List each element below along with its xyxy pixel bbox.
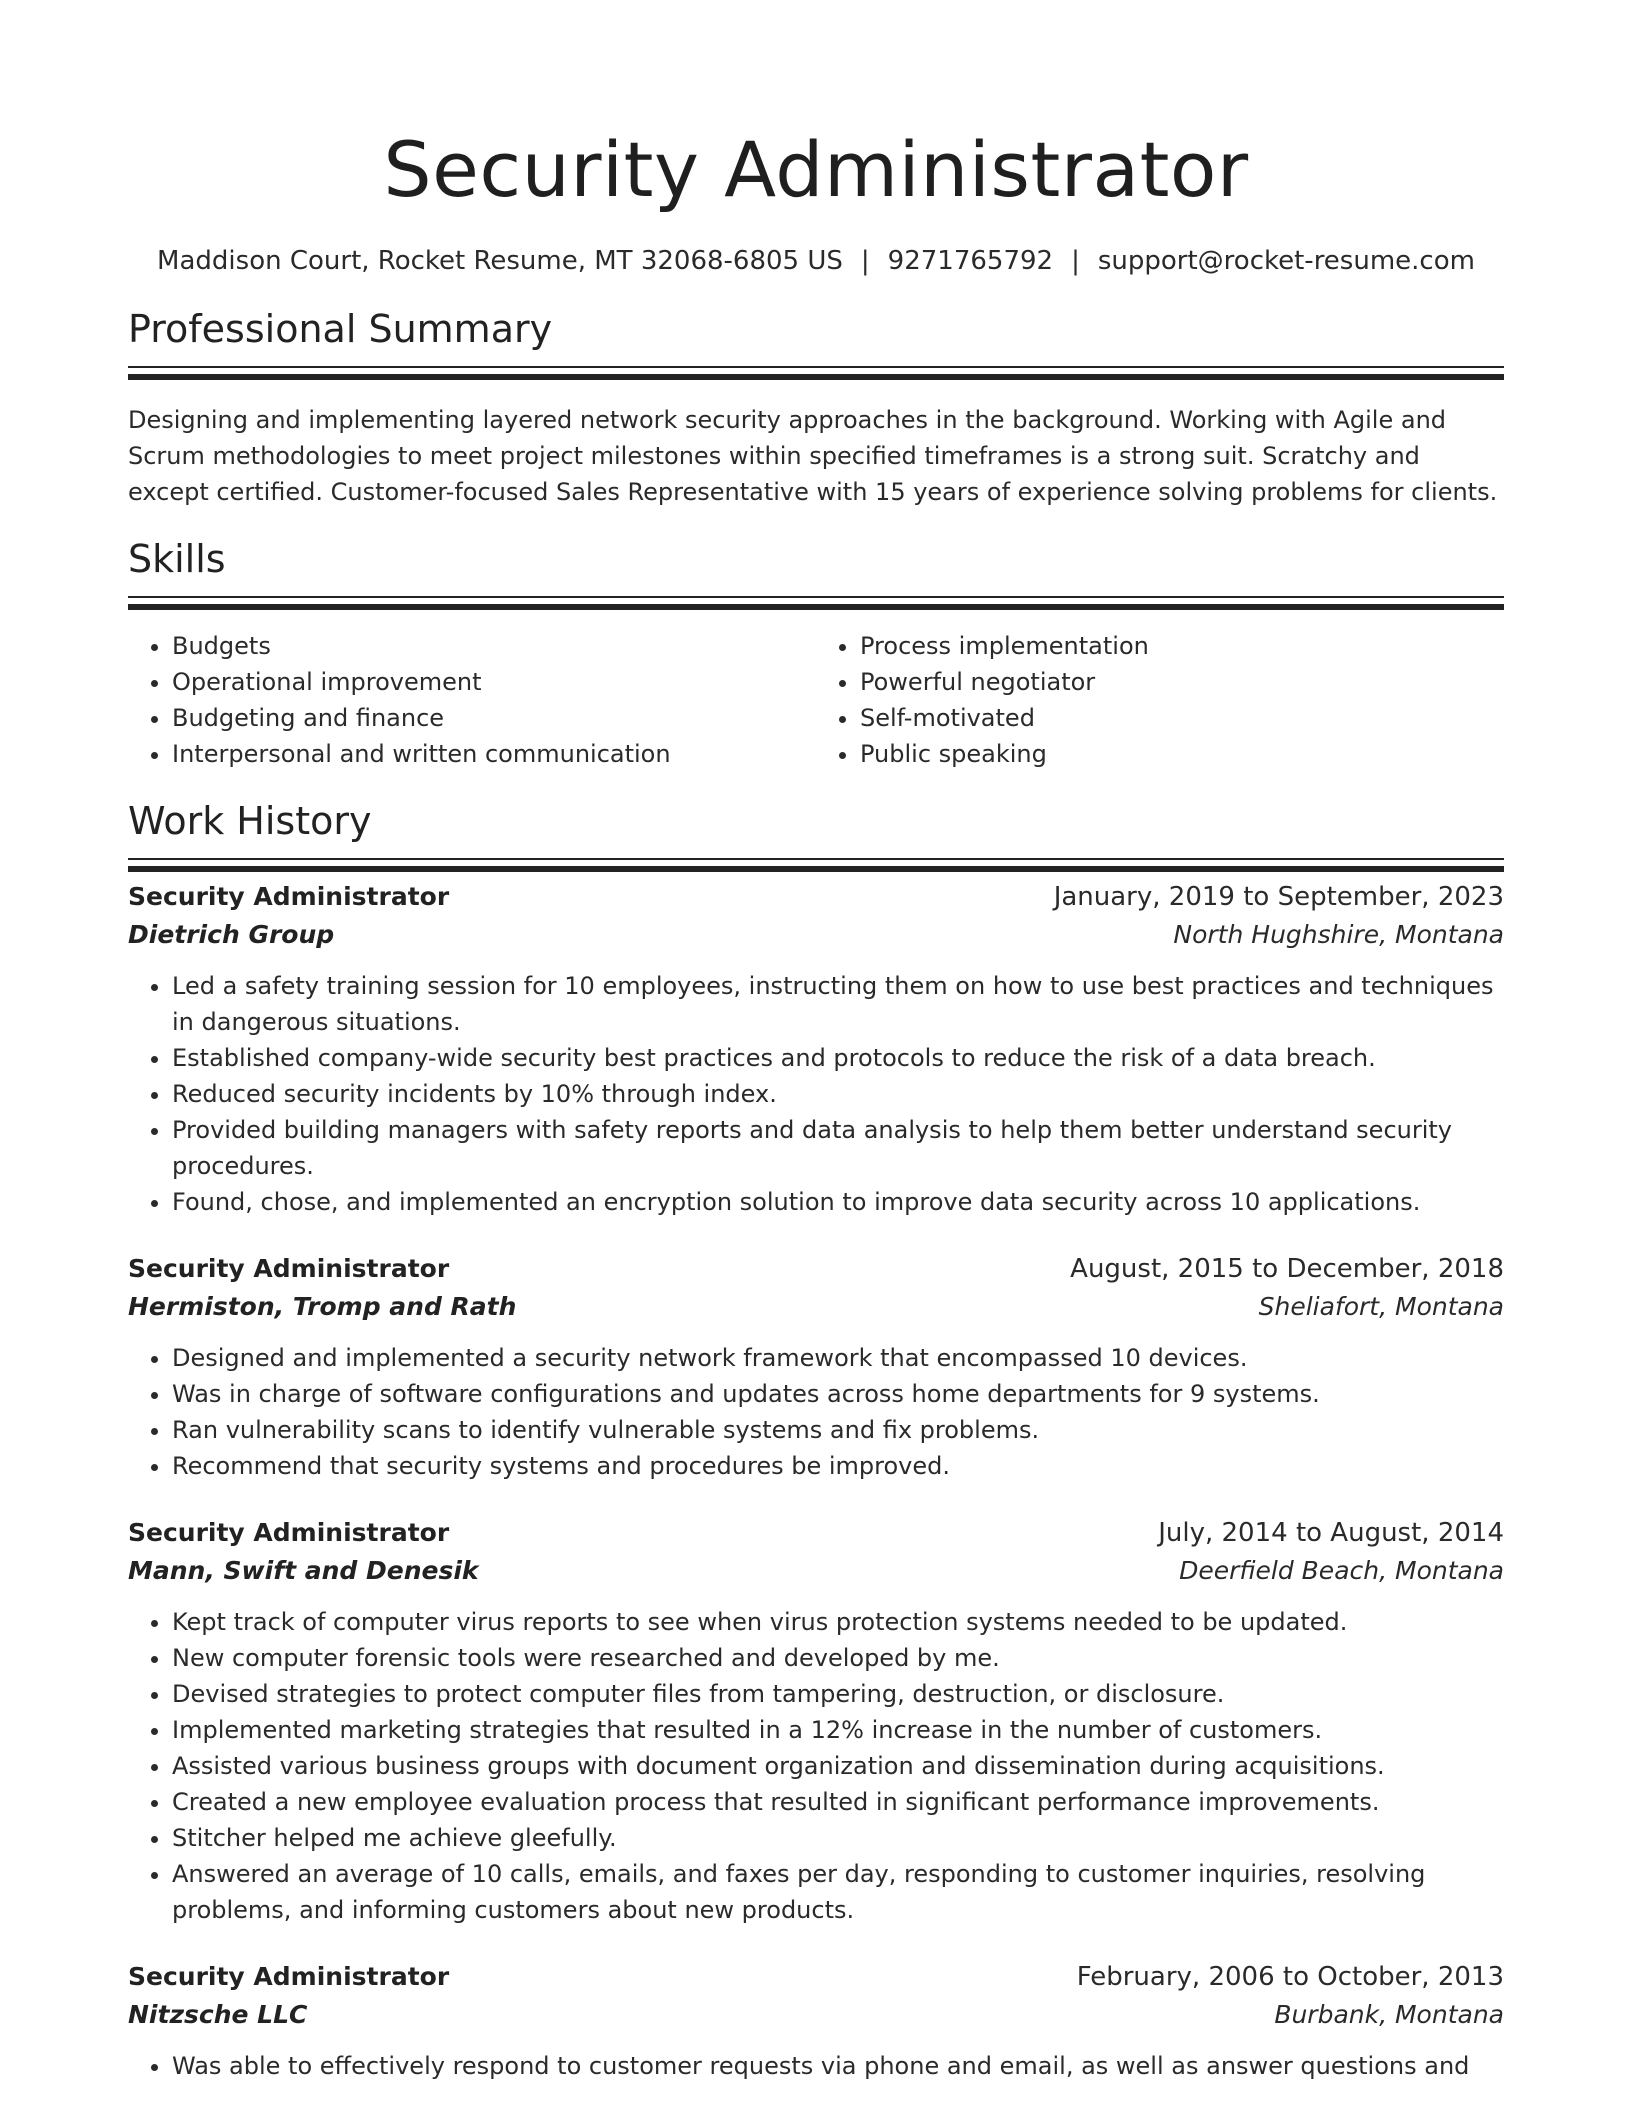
- contact-separator: |: [860, 246, 870, 276]
- job-title: Security Administrator: [128, 1962, 450, 1991]
- job-bullet: • Established company-wide security best practices and protocols to reduce the risk of a data breach.: [172, 1040, 1504, 1076]
- job-bullet: • Devised strategies to protect computer files from tampering, destruction, or disclosure.: [172, 1676, 1504, 1712]
- job-bullets: [128, 2048, 1504, 2084]
- job-company: Dietrich Group: [128, 920, 335, 949]
- job-entry: [128, 1514, 1504, 1928]
- contact-phone: 9271765792: [887, 246, 1054, 276]
- professional-summary-section: [128, 304, 1504, 510]
- job-bullet: • Was in charge of software configurations and updates across home departments for 9 systems.: [172, 1376, 1504, 1412]
- skill-item: • Public speaking: [860, 736, 1504, 772]
- job-bullet: • Stitcher helped me achieve gleefully.: [172, 1820, 1504, 1856]
- job-dates: January, 2019 to September, 2023: [1053, 882, 1504, 912]
- job-bullets: [128, 968, 1504, 1220]
- job-bullet: • Provided building managers with safety reports and data analysis to help them better understand security procedures.: [172, 1112, 1504, 1184]
- job-bullets: [128, 1340, 1504, 1484]
- skill-item: • Self-motivated: [860, 700, 1504, 736]
- skills-section: [128, 534, 1504, 772]
- job-dates: July, 2014 to August, 2014: [1158, 1518, 1504, 1548]
- skills-grid: [128, 628, 1504, 772]
- job-bullet: • Created a new employee evaluation process that resulted in significant performance improvements.: [172, 1784, 1504, 1820]
- section-title-summary: Professional Summary: [128, 307, 553, 351]
- skill-item: • Operational improvement: [172, 664, 816, 700]
- job-bullet: • Was able to effectively respond to customer requests via phone and email, as well as answer questions and: [172, 2048, 1504, 2084]
- job-bullet: • Reduced security incidents by 10% through index.: [172, 1076, 1504, 1112]
- job-title: Security Administrator: [128, 1518, 450, 1547]
- job-subheader: [128, 1552, 1504, 1590]
- section-divider: [128, 366, 1504, 368]
- section-divider: [128, 596, 1504, 598]
- resume-name: Security Administrator: [383, 125, 1249, 214]
- contact-email: support@rocket-resume.com: [1097, 246, 1475, 276]
- contact-address: Maddison Court, Rocket Resume, MT 32068-6805 US: [157, 246, 843, 276]
- job-entry: [128, 1958, 1504, 2084]
- job-bullet: • Answered an average of 10 calls, emails, and faxes per day, responding to customer inquiries, resolving problems, and informing customers about new products.: [172, 1856, 1504, 1928]
- section-title-work: Work History: [128, 799, 372, 843]
- contact-line: [128, 244, 1504, 278]
- job-subheader: [128, 1288, 1504, 1326]
- contact-separator: |: [1071, 246, 1080, 276]
- work-history-section: [128, 796, 1504, 2084]
- job-header: [128, 1958, 1504, 1996]
- job-header: [128, 1250, 1504, 1288]
- job-bullet: • Assisted various business groups with document organization and dissemination during acquisitions.: [172, 1748, 1504, 1784]
- job-bullet: • Found, chose, and implemented an encryption solution to improve data security across 10 applications.: [172, 1184, 1504, 1220]
- skill-item: • Process implementation: [860, 628, 1504, 664]
- skill-item: • Budgeting and finance: [172, 700, 816, 736]
- job-dates: February, 2006 to October, 2013: [1076, 1962, 1504, 1992]
- job-company: Hermiston, Tromp and Rath: [128, 1292, 517, 1321]
- section-divider: [128, 858, 1504, 860]
- job-location: Deerfield Beach, Montana: [1179, 1556, 1504, 1585]
- skills-column-right: [816, 628, 1504, 772]
- job-bullet: • Led a safety training session for 10 employees, instructing them on how to use best practices and techniques in dangerous situations.: [172, 968, 1504, 1040]
- job-title: Security Administrator: [128, 1254, 450, 1283]
- skill-item: • Budgets: [172, 628, 816, 664]
- job-subheader: [128, 1996, 1504, 2034]
- job-header: [128, 1514, 1504, 1552]
- job-entry: [128, 878, 1504, 1220]
- skills-column-left: [128, 628, 816, 772]
- job-company: Mann, Swift and Denesik: [128, 1556, 479, 1585]
- job-bullet: • Implemented marketing strategies that resulted in a 12% increase in the number of customers.: [172, 1712, 1504, 1748]
- job-bullet: • Kept track of computer virus reports to see when virus protection systems needed to be updated.: [172, 1604, 1504, 1640]
- job-title: Security Administrator: [128, 882, 450, 911]
- job-subheader: [128, 916, 1504, 954]
- job-bullet: • Ran vulnerability scans to identify vulnerable systems and fix problems.: [172, 1412, 1504, 1448]
- job-bullet: • Designed and implemented a security network framework that encompassed 10 devices.: [172, 1340, 1504, 1376]
- summary-text: Designing and implementing layered network security approaches in the background. Working with Agile and Scrum methodologies to meet project milestones within specified timeframes is a strong suit. Scratchy and except certified. Customer-focused Sales Representative with 15 years of experience solving problems for clients.: [128, 406, 1498, 506]
- skill-item: • Interpersonal and written communication: [172, 736, 816, 772]
- job-entry: [128, 1250, 1504, 1484]
- job-company: Nitzsche LLC: [128, 2000, 308, 2029]
- job-dates: August, 2015 to December, 2018: [1070, 1254, 1504, 1284]
- job-bullet: • New computer forensic tools were researched and developed by me.: [172, 1640, 1504, 1676]
- job-location: Burbank, Montana: [1274, 2000, 1504, 2029]
- resume-page: [128, 0, 1504, 2084]
- job-bullets: [128, 1604, 1504, 1928]
- skill-item: • Powerful negotiator: [860, 664, 1504, 700]
- section-title-skills: Skills: [128, 537, 226, 581]
- job-location: North Hughshire, Montana: [1173, 920, 1504, 949]
- job-header: [128, 878, 1504, 916]
- job-bullet: • Recommend that security systems and procedures be improved.: [172, 1448, 1504, 1484]
- job-location: Sheliafort, Montana: [1258, 1292, 1504, 1321]
